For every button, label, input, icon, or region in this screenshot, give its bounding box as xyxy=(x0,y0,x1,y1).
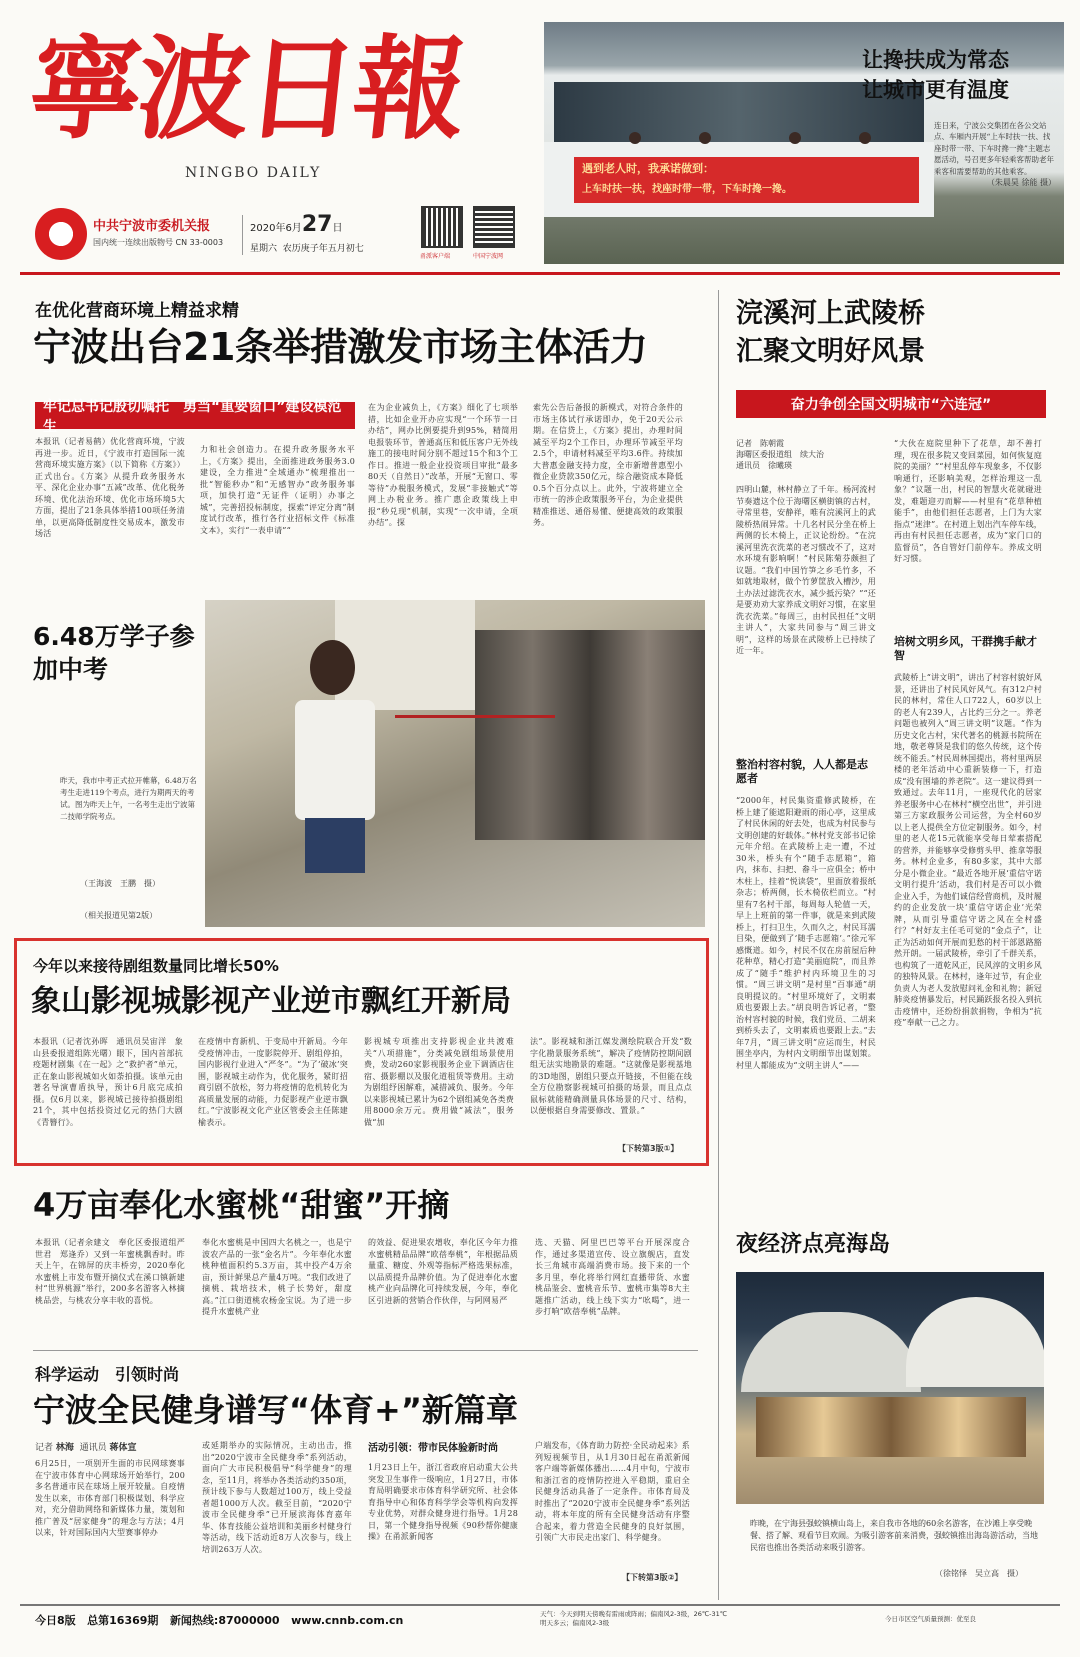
masthead-title: 寧波日報 xyxy=(23,24,469,155)
newspaper-seal-icon xyxy=(35,208,87,260)
weather-line-2: 明天多云；偏南风2-3级 xyxy=(540,1619,610,1627)
lead-col-4: 索先公告后备报的新模式，对符合条件的市场主体试行承诺即办，免于20天公示期。在信贷上，《方案》提出，办理时间减至平均2个工作日，办理环节减至平均2.5个，申请材料减至平均3.6件。持续加大普惠金融支持力度，全市新增普惠型小微企业贷款350亿元，综合融资成本降低0.5个百分点以上。此外，宁波将建立全市统一的涉企政策服务平台，为企业提供精准推送、通俗易懂、便捷高效的政策服务。 xyxy=(533,403,683,527)
byline-role-a: 记者 xyxy=(35,1443,54,1453)
exam-caption: 昨天，我市中考正式拉开帷幕，6.48万名考生走进119个考点，进行为期两天的考试。图为昨天上午，一名考生走出宁波第二技师学院考点。 xyxy=(60,776,197,821)
right-column-divider xyxy=(718,290,719,1600)
lunar-date: 农历庚子年五月初七 xyxy=(282,244,364,254)
top-caption-credit: （朱晨昊 徐能 摄） xyxy=(986,178,1056,188)
byline-role-b: 通讯员 xyxy=(79,1443,107,1453)
lead-col-2: 力和社会创造力。在提升政务服务水平上，《方案》提出，全面推进政务服务3.0建设，全力推进“全域通办”梳理推出一批“智能秒办”和“无感智办”政务服务事项，加快打造“无证件（证明）办事之城”，完善招投标制度，探索“评定分离”制度试行改革，推行各行业招标文件《标准文本》，实行“一表申请”“ xyxy=(200,445,355,535)
film-col-2: 在疫情中育新机、于变局中开新局。今年受疫情冲击，一度影院停开、剧组停拍，国内影视行业进入“严冬”。“为了‘破冰’突围，影视城主动作为，优化服务，紧盯招商引剧不放松，努力将疫情的危机转化为高质量发展的动能，力促影视产业逆市飘红。”宁波影视文化产业区管委会主任陈建榆表示。 xyxy=(198,1037,348,1127)
footer-site[interactable]: www.cnnb.com.cn xyxy=(291,1614,404,1627)
masthead-en: NINGBO DAILY xyxy=(185,165,322,181)
top-caption-text: 连日来，宁波公交集团在各公交站点、车厢内开展“上车时扶一扶、找座时带一带、下车时搀一搀”主题志愿活动，号召更多年轻乘客帮助老年乘客和需要帮助的其他乘客。 xyxy=(934,121,1054,176)
peach-col-2: 奉化水蜜桃是中国四大名桃之一，也是宁波农产品的一张“金名片”。今年奉化水蜜桃种植面积约5.3万亩，其中投产4万余亩，预计鲜果总产量4万吨。“我们改进了摘桃、栽培技术，桃子长势好，甜度高。”江口街道桃农杨金宝说。为了进一步提升水蜜桃产业 xyxy=(202,1238,352,1316)
island-photo xyxy=(736,1272,1044,1504)
fitness-col-4: 户端发布，《体育助力防控·全民动起来》系列短视频节目，从1月30日起在甬派新闻客户端等新媒体播出……4月中旬，宁波市和浙江省的疫情防控进入平稳期，重启全民健身活动具备了一定条件。市体育局及时推出了“2020宁波市全民健身季”系列活动，将本年度的所有全民健身活动有序整合起来，着力营造全民健身的良好氛围，引领广大市民走出家门、科学健身。 xyxy=(535,1441,690,1542)
banner-line-1: 遇到老人时，我承诺做到： xyxy=(582,162,714,175)
fitness-col-1: 6月25日，一项别开生面的市民网球赛事在宁波市体育中心网球场开始举行，200多名普通市民在球场上展开较量。自疫情发生以来，市体育部门积极谋划、科学应对，充分借助网络和新媒体力量，策划和推广普及“居家健身”的理念与方法；4月以来，针对国际国内大型赛事停办 xyxy=(35,1459,185,1537)
wuling-subhead-2: 培树文明乡风，干群携手献才智 xyxy=(894,635,1037,662)
masthead xyxy=(20,15,530,270)
film-kicker: 今年以来接待剧组数量同比增长50% xyxy=(33,957,279,975)
top-headline-1: 让搀扶成为常态 xyxy=(862,48,1009,72)
peach-divider xyxy=(33,1350,698,1351)
footer-weather xyxy=(540,1610,727,1628)
qr-label-1: 甬派客户端 xyxy=(420,253,451,260)
peach-col-4: 选、天猫、阿里巴巴等平台开展深度合作，通过多渠道宣传、设立旗舰店，直发长三角城市高端消费市场。接下来的一个多月里，奉化将举行网红直播带货、水蜜桃品鉴会、蜜桃音乐节、蜜桃市集等8大主题推广活动，线上线下实力“吆喝”，进一步打响“欧蓓奉桃”品牌。 xyxy=(535,1238,690,1316)
wuling-headline-2: 汇聚文明好风景 xyxy=(736,336,925,367)
qr-label-2: 中国宁波网 xyxy=(473,253,504,260)
banner-line-2: 上车时扶一扶，找座时带一带，下车时搀一搀。 xyxy=(582,184,792,195)
top-headline-2: 让城市更有温度 xyxy=(862,78,1009,102)
wuling-col-2: “大伙在庭院里种下了花草，却不善打理，现在很多院又变回菜园，如何恢复庭院的美丽？”“村里乱停车现象多，不仅影响通行，还影响美观，怎样治理这一乱象？”议题一出，村民的智慧火花就碰进发，难题迎刃而解——村里有“花草种植能手”，由他们担任志愿者，上门为大家指点“迷津”。在村道上划出汽车停车线，再由有村民担任志愿者，成为“家门口的监督员”，各自管好门前停车。养成文明好习惯。 xyxy=(894,439,1042,563)
peach-col-1: 本报讯（记者余建文 奉化区委报道组严世君 郑逢乔）又到一年蜜桃飘香时。昨天上午，在锦屏的庆丰桥旁，2020奉化水蜜桃上市发布暨开摘仪式在溪口镇新建村“世界桃源”举行，200多名游客入林摘桃品尝，与桃农分享丰收的喜悦。 xyxy=(35,1238,185,1305)
masthead-rule xyxy=(20,272,1060,275)
wuling-subhead-1: 整治村容村貌，人人都是志愿者 xyxy=(736,758,868,785)
top-photo-bus xyxy=(544,22,1064,264)
exam-student xyxy=(280,640,390,890)
wuling-headline-1: 浣溪河上武陵桥 xyxy=(736,298,925,329)
date-prefix: 2020年6月 xyxy=(250,223,302,234)
peach-col-3: 的效益、促进果农增收，奉化区今年力推水蜜桃精品品牌“欧蓓奉桃”，年根据品质量重、糖度、外观等指标严格选果标准，以品质提升品牌价值。为了促进奉化水蜜桃产业向品牌化可持续发展，今年，奉化区引进新的营销合作伙伴，与阿网易严 xyxy=(368,1238,518,1305)
island-tent-2 xyxy=(906,1297,1044,1387)
footer-hotline: 新闻热线:87000000 xyxy=(169,1614,280,1627)
byline-name-b: 蒋体宣 xyxy=(109,1443,137,1453)
fitness-kicker: 科学运动 引领时尚 xyxy=(35,1365,180,1384)
lead-col-1: 本报讯（记者易鹤）优化营商环境，宁波再进一步。近日，《宁波市打造国际一流营商环境实施方案》（以下简称《方案》）正式出台。《方案》从提升政务服务水平、深化企业办事“五减”改革、优化税务环境、优化法治环境、优化市场环境5大方面，提出了21条具体举措100项任务清单，以更高降低制度性交易成本，激发市场活 xyxy=(35,437,185,538)
wuling-col-1: 四明山麓，林村静立了千年。杨河流村节奏遗这个位于海曙区横街镇的古村，寻常里巷，安静祥，唯有浣溪河上的武陵桥热闹异常。十几名村民分坐在桥上两侧的长木椅上，正议论纷纷。“在浣溪河里洗衣洗菜的老习惯改不了，这对水环境有影响啊！”村民陈菊芬颇担了议题。“我们中国竹笋之乡毛竹多，不如就地取材，做个竹萝筐放入槽沙，用土办法过滤洗衣水，减少抵污染？”“还是要劝劝大家养成文明好习惯，在家里洗衣洗菜。”每周三，由村民担任“文明主讲人”，大家共同参与“周三讲文明”，这样的场景在武陵桥上已持续了近一年。 xyxy=(736,485,876,655)
issue-weekday xyxy=(250,241,364,254)
island-credit: （徐铭怿 吴立高 摄） xyxy=(935,1569,1023,1578)
island-headline: 夜经济点亮海岛 xyxy=(736,1232,891,1257)
date-suffix: 日 xyxy=(332,223,343,234)
film-continued[interactable]: 【下转第3版①】 xyxy=(618,1144,679,1153)
byline-name-a: 林海 xyxy=(55,1443,74,1453)
masthead-divider xyxy=(242,215,243,255)
film-col-3: 影视城专项推出支持影视企业共渡难关“八项措施”，分类减免剧组场景使用费，发动260家影视服务企业下调酒店住宿、摄影棚以及服化道租赁等费用。主动为剧组纾困解难，减措减负、服务。今年以来影视城已累计为62个剧组减免各类费用8000余万元。费用做“减法”，服务做“加 xyxy=(364,1037,514,1127)
peach-headline: 4万亩奉化水蜜桃“甜蜜”开摘 xyxy=(33,1186,450,1224)
wuling-col-1b: “2000年，村民集资重修武陵桥，在桥上建了能遮阳避雨的雨心亭，这里成了村民休闲的好去处，也成为村民参与文明创建的好载体。”林村党支部书记徐元年介绍。在武陵桥上走一遭，不过30米，桥头有个“随手志愿箱”，箱内，抹布、扫把、畚斗一应俱全；桥中木柱上，挂着“悦读袋”，里面放着报纸杂志；桥两侧，长木椅依栏而立。“村里有7名村干部，每周每人轮值一天，早上上班前的第一件事，就是来到武陵桥上，打扫卫生，久而久之，村民耳濡目染，便做到了‘随手志愿箱’。”徐元军感慨道。如今，村民不仅在房前屋后种花种草，精心打造“美丽庭院”，而且养成了“随手”维护村内环境卫生的习惯。“周三讲文明”是村里“百事通”胡良明提议的。“村里环境好了，文明素质也要跟上去。”胡良明告诉记者，“整治村容村貌的时候，我们党员、二胡来到桥头去了，文明素质也要跟上去。”去年7月，“周三讲文明”应运而生，村民围坐亭内，为村内文明细节出谋划策。村里人都能成为“文明主讲人”—— xyxy=(736,796,876,1070)
fitness-subhead: 活动引领：带市民体验新时尚 xyxy=(368,1443,498,1454)
exam-note: （相关报道见第2版） xyxy=(80,911,158,920)
lead-tag: 牢记总书记殷切嘱托 勇当“重要窗口”建设模范生 xyxy=(35,402,355,429)
qr-code-2[interactable] xyxy=(475,208,513,246)
lead-headline: 宁波出台21条举措激发市场主体活力 xyxy=(33,325,648,369)
exam-credit: （王海波 王鹏 摄） xyxy=(80,879,160,888)
issue-date xyxy=(250,212,342,237)
wuling-byline-2: 海曙区委报道组 续大治 xyxy=(736,450,824,459)
exam-red-rope xyxy=(395,715,555,718)
exam-headline: 6.48万学子参加中考 xyxy=(33,622,195,684)
fitness-byline xyxy=(35,1440,137,1453)
date-day: 27 xyxy=(301,212,333,237)
footer-rule xyxy=(20,1604,1060,1606)
fitness-col-2: 或延期举办的实际情况，主动出击，推出“2020宁波市全民健身季”系列活动，面向广大市民积极倡导“科学健身”的理念，至11月，将举办各类活动约350项，预计线下参与人数超过100万，线上受益者超1000万人次。截至目前，“2020宁波市全民健身季”已开展滨海体育嘉年华、体育技能公益培训和美丽乡村健身行等活动，线下活动近8万人次参与，线上培训263万人次。 xyxy=(202,1441,352,1554)
island-caption: 昨晚，在宁海县强蛟镇横山岛上，来自我市各地的60余名游客，在沙滩上享受晚餐、搭了解、观看节目欢闹。为吸引游客前来消费，强蛟镇推出海岛游活动，当地民宿也推出各类活动来吸引游客。 xyxy=(750,1519,1038,1552)
weekday: 星期六 xyxy=(250,244,278,254)
wuling-byline xyxy=(736,438,824,471)
film-headline: 象山影视城影视产业逆市飘红开新局 xyxy=(31,984,511,1019)
wuling-byline-3: 通讯员 徐曦瑛 xyxy=(736,461,792,470)
fitness-continued[interactable]: 【下转第3版②】 xyxy=(622,1573,683,1582)
wuling-byline-1: 记者 陈朝霞 xyxy=(736,439,784,448)
island-tent-1 xyxy=(741,1312,921,1392)
footer-total: 总第16369期 xyxy=(87,1614,159,1627)
masthead-cn: 国内统一连续出版物号 CN 33-0003 xyxy=(93,238,224,247)
fitness-headline: 宁波全民健身谱写“体育+”新篇章 xyxy=(33,1391,518,1429)
lead-col-3: 在为企业减负上，《方案》细化了七项举措，比如企业开办应实现“一个环节一日办结”，网办比例要提升到95%，精简用电报装环节，普通高压和低压客户无外线施工的接电时间分别不超过15个和3个工作日。推进一般企业投资项目审批“最多80天（自然日）”改革，开展“无窗口、零等待”办税服务模式，发展“非接触式”等网上办税业务。推广惠企政策线上申报“秒兑现”机制，实现“一次申请，全项办结”。探 xyxy=(368,403,518,527)
wuling-tag: 奋力争创全国文明城市“六连冠” xyxy=(736,390,1046,418)
footer-left xyxy=(35,1612,403,1628)
qr-code-1[interactable] xyxy=(423,208,461,246)
film-col-1: 本报讯（记者沈孙晖 通讯员吴宙洋 象山县委报道组陈光曙）眼下，国内首部抗疫题材剧集《在一起》之“救护者”单元，正在象山影视城如火如荼拍摄。该单元由著名导演曹盾执导，预计6月底完成拍摄。仅6月以来，影视城已接待拍摄剧组21个，其中包括投资过亿元的热门大剧《青簪行》。 xyxy=(33,1037,183,1127)
volunteers xyxy=(619,132,919,242)
footer-pages: 今日8版 xyxy=(35,1614,76,1627)
masthead-org: 中共宁波市委机关报 xyxy=(93,219,211,234)
exam-photo xyxy=(205,600,705,927)
exam-crowd xyxy=(475,630,705,840)
film-col-4: 法”。影视城和浙江媒发测绘院联合开发“数字化勘景服务系统”，解决了疫情防控期间剧组无法实地勘景的难题。“这就像是影视基地的3D地图，剧组只要点开链接，不但能在线全方位勘察影视城可拍摄的场景，而且点点鼠标就能精确测量具体场景的尺寸、结构，以便根据自身需要修改、置景。” xyxy=(530,1037,692,1115)
wuling-col-2b: 武陵桥上“讲文明”，讲出了村容村貌好风景，还讲出了村民风好风气。有312户村民的林村，常住人口722人，60岁以上的老人有239人，占比约三分之一。养老问题也被列入“周三讲文明”议题。“作为历史文化古村，宋代著名的桃源书院所在地，敬老尊贤是我们的悠久传统，这个传统不能丢。”村民周林国提出，将村里两层楼的老年活动中心重新装修一下，打造成“没有围墙的养老院”。这一建议得到一致通过。去年11月，一座现代化的居家养老服务中心在林村“横空出世”，并引进第三方家政服务公司运营，为全村60岁以上老人提供全方位定制服务。如今，村里的老人花15元就能享受每日荤素搭配的营养，并能够享受修剪头甲、推拿等服务。林村企业多，有80多家，其中大部分是小微企业。“最近各地开展‘重信守诺文明行提升’活动，我们村是否可以小微企业入手，为他们诚信经营商机，及时履约的企业发放一块‘重信守诺企业’光荣牌，从而引导重信守诺之风在全村盛行？”村好友主任毛可觉的“金点子”，让正为活动如何开展而犯愁的村干部恩路豁然开朗。一届武陵桥，牵引了千群关系，也构筑了一道乾风正，民风淳的文明乡风的独特风景。在林村，逢年过节，有企业负责人为老人发放慰问礼金和礼物；新冠肺炎疫情暴发后，村民踊跃报名投入到抗击疫情中，还纷纷捐款捐物，争相为“抗疫”奉献一己之力。 xyxy=(894,673,1042,1027)
footer-air: 今日市区空气质量预测：优至良 xyxy=(885,1615,976,1623)
weather-line-1: 天气：今天到明天傍晚有雷雨或阵雨；偏南风2-3级，26℃-31℃ xyxy=(540,1610,728,1618)
island-tables xyxy=(756,1397,1026,1457)
top-photo-caption xyxy=(934,120,1056,260)
fitness-col-3: 1月23日上午，浙江省政府启动重大公共突发卫生事件一级响应，1月27日，市体育局明确要求市体育科学研究所、社会体育指导中心和体育科学学会等机构向发挥专业优势，对群众健身进行指导。1月28日，第一个健身指导视频《90秒帮你健康操》在甬派新闻客 xyxy=(368,1463,518,1541)
lead-kicker: 在优化营商环境上精益求精 xyxy=(35,301,239,321)
